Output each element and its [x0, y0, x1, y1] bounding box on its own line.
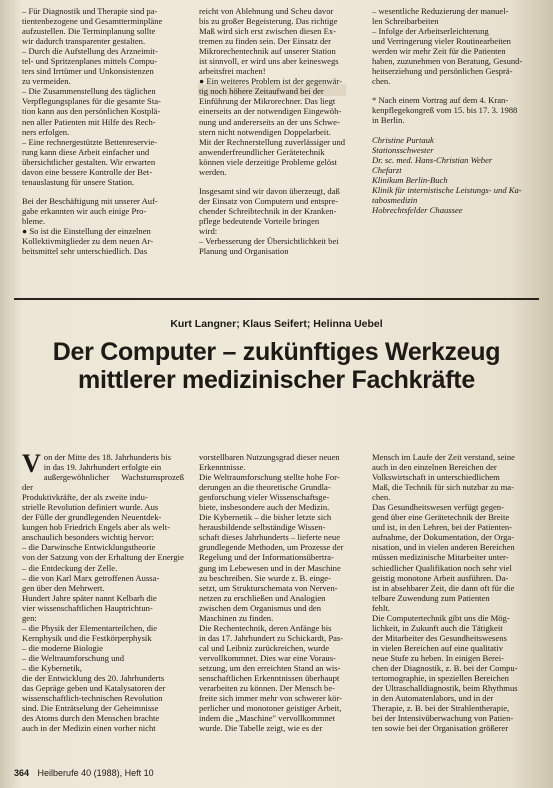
text-line: sind. Die Enträtselung der Geheimnisse [22, 703, 159, 714]
text-line: der Einsatz von Computern und entspre- [199, 195, 339, 206]
text-line: tertomographie, in speziellen Bereichen [372, 673, 509, 684]
text-line: setzung, um den erreichten Stand an wis- [199, 662, 341, 673]
article-authors: Kurt Langner; Klaus Seifert; Helinna Uebel [170, 318, 383, 330]
text-line: perlicher und monotoner geistiger Arbeit, [199, 703, 342, 714]
text-line: arbeitsfrei machen! [199, 66, 266, 77]
top-column-1 [22, 6, 184, 296]
text-line: und ist, in den Lehren, bei der Patienten- [372, 522, 513, 533]
text-line: anschaulich besonders wichtig hervor: [22, 532, 154, 543]
text-line [22, 187, 184, 196]
text-line: aufzustellen. Die Terminplanung sollte [22, 26, 156, 37]
text-line: verarbeiten zu können. Der Mensch be- [199, 683, 336, 694]
text-line: netzen zu erschließen und Analogien [199, 592, 326, 603]
text-line: vorstellbaren Nutzungsgrad dieser neuen [199, 452, 340, 462]
text-line: – Für Diagnostik und Therapie sind pa- [22, 6, 158, 16]
text-line: – die Darwinsche Entwicklungstheorie [22, 542, 156, 553]
text-line: Regelung und der Informationsübertra- [199, 552, 334, 563]
text-line: genforschung vieler Wissenschaftsge- [199, 492, 330, 503]
text-line: strielle Revolution definiert wurde. Aus [22, 502, 159, 513]
text-line: Maschinen zu finden. [199, 612, 274, 623]
text-line: indem die „Maschine" vervollkommnet [199, 713, 335, 724]
text-line: reicht von Ablehnung und Scheu davor [199, 6, 334, 16]
text-line: geistig monotone Arbeit ausführen. Da- [372, 572, 509, 583]
text-line: rung kann diese Arbeit einfacher und [22, 146, 150, 157]
text-line: schaft dieses Jahrhunderts – lieferte neue [199, 532, 341, 543]
text-line: tion kann aus den persönlichen Kostplä- [22, 106, 161, 117]
text-line: anwenderfreundlicher Gerätetechnik [199, 146, 325, 157]
text-line: wir dadurch transparenter gestalten. [22, 36, 146, 47]
text-line: – Die Zusammenstellung des täglichen [22, 86, 156, 97]
text-line: Die Kybernetik – die bisher letzte sich [199, 512, 332, 523]
footnote [372, 95, 540, 125]
text-line: senschaftlichen Erkenntnissen überhaupt [199, 673, 340, 684]
text-line: grundlegende Methoden, um Prozesse der [199, 542, 344, 553]
text-line: können viele derzeitige Probleme gelöst [199, 156, 337, 167]
text-line: cal und Leibniz zurückreichen, wurde [199, 642, 330, 653]
text-line: beitsmittel sehr unterschiedlich. Das [22, 246, 148, 257]
text-line: der Ultraschalldiagnostik, beim Rhythmus [372, 683, 518, 694]
author-line: Klinik für internistische Leistungs- und Ka- [372, 184, 522, 195]
text-line: werden. [199, 166, 227, 177]
text-line: davon eine bessere Kontrolle der Bet- [22, 166, 153, 177]
author-line: Klinikum Berlin-Buch [372, 174, 448, 185]
text-line: kungen hob Friedrich Engels aber als welt- [22, 522, 170, 533]
text-line: chen. [372, 76, 391, 87]
text-line: fehlt. [372, 602, 390, 613]
section-divider [14, 298, 539, 300]
text-line: gen: [22, 612, 37, 623]
text-line: vier wissenschaftlichen Hauptrichtun- [22, 602, 153, 613]
article-column-2 [199, 452, 361, 762]
text-line: die der Entwicklung des 20. Jahrhunderts [22, 673, 165, 684]
title-line-2: mittlerer medizinischer Fachkräfte [78, 366, 475, 394]
text-line: ist in absehbarer Zeit, die dann oft für die [372, 582, 515, 593]
text-line: neue Stufe zu heben. In einigen Berei- [372, 652, 504, 663]
text-line: ters sind Irrtümer und Unkonsistenzen [22, 66, 154, 77]
text-line: heitserziehung und persönlichen Gesprä- [372, 66, 513, 77]
text-line: tenauslastung für unsere Station. [22, 176, 135, 187]
text-line: – wesentliche Reduzierung der manuel- [372, 6, 509, 16]
text-line: – Infolge der Arbeitserleichterung [372, 26, 489, 37]
page-number: 364 [14, 768, 30, 778]
text-line: chender Schreibtechnik in der Kranken- [199, 205, 337, 216]
text-line: zwischen dem Organismus und den [199, 602, 322, 613]
text-line: von der Satzung von der Erhaltung der Energie [22, 552, 184, 563]
text-line: setzt, um Strukturschemata von Nerven- [199, 582, 338, 593]
text-line: Mensch im Laufe der Zeit verstand, seine [372, 452, 515, 462]
text-line: stern nicht notwendigen Doppelarbeit. [199, 126, 331, 137]
text-line: gabe erkannten wir auch einige Pro- [22, 205, 147, 216]
text-line: Mikrorechentechnik auf unserer Station [199, 46, 336, 57]
text-line: ten sowie bei der Organisation größerer [372, 723, 509, 734]
text-line: Produktivkräfte, der als zweite indu- [22, 492, 148, 503]
text-line: zu vermeiden. [22, 76, 71, 87]
text-line: Therapie, z. B. bei der Strahlentherapie, [372, 703, 510, 714]
text-line: zu beschreiben. Sie wurde z. B. einge- [199, 572, 331, 583]
author-credits [372, 135, 540, 215]
text-line: – die Entdeckung der Zelle. [22, 562, 118, 573]
text-line: das Gepräge geben und Katalysatoren der [22, 683, 166, 694]
text-line: aufnahme, der Dokumentation, der Orga- [372, 532, 515, 543]
text-line: tremen zu finden sein. Der Einsatz der [199, 36, 331, 47]
text-line: – Verbesserung der Übersichtlichkeit bei [199, 236, 339, 247]
text-line: in das 17. Jahrhundert zu Schickardt, Pas- [199, 632, 344, 643]
text-line: chen der Diagnostik, z. B. bei der Compu- [372, 662, 518, 673]
author-line: Christine Purtauk [372, 134, 434, 145]
text-line: – Eine rechnergestützte Bettenreservie- [22, 136, 158, 147]
text-line: tientenbezogene und Gesamtterminpläne [22, 16, 163, 27]
text-line [199, 177, 361, 186]
journal-reference: Heilberufe 40 (1988), Heft 10 [37, 768, 154, 778]
text-line: nung und andererseits an der uns Schwe- [199, 116, 340, 127]
text-line: auch in der Medizin einen vorher nicht [22, 723, 156, 734]
article-title [0, 338, 553, 394]
text-line: Hundert Jahre später nannt Kelbarh die [22, 592, 157, 603]
text-line: Die Rechentechnik, deren Anfänge bis [199, 622, 332, 633]
text-line: – die von Karl Marx getroffenen Aussa- [22, 572, 160, 583]
text-line: ners erfolgen. [22, 126, 70, 137]
text-line: telbare Zuwendung zum Patienten [372, 592, 490, 603]
text-line: außergewöhnlicher Wachstumsprozeß der [22, 472, 184, 493]
text-line: ● Ein weiteres Problem ist der gegenwär- [199, 76, 342, 87]
footnote-line: * Nach einem Vortrag auf dem 4. Kran- [372, 95, 509, 106]
text-line: chen. [372, 492, 391, 503]
text-line: bei der Intensivüberwachung von Patien- [372, 713, 514, 724]
author-line: Stationsschwester [372, 144, 434, 155]
article-column-3 [372, 452, 540, 762]
text-line: Maß wird sich erst zwischen diesen Ex- [199, 26, 336, 37]
text-line: herausbildende selbständige Wissen- [199, 522, 326, 533]
text-line: Die Computertechnik gibt uns die Mög- [372, 612, 510, 623]
text-line: in das 19. Jahrhundert erfolgte ein [43, 462, 162, 473]
text-line: auch in den einzelnen Bereichen der [372, 462, 497, 473]
text-line: gen über den Mehrwert. [22, 582, 105, 593]
text-line: – die Kybernetik, [22, 662, 82, 673]
article-column-1 [22, 452, 184, 762]
text-line: Erkenntnisse. [199, 462, 246, 473]
text-line: in vielen Bereichen auf eine qualitativ [372, 642, 504, 653]
text-line: übersichtlicher gestalten. Wir erwarten [22, 156, 156, 167]
text-line: – die moderne Biologie [22, 642, 103, 653]
text-line: haben, zuzunehmen von Beratung, Gesund- [372, 56, 523, 67]
text-line: Die Weltraumforschung stellte hohe For- [199, 472, 340, 483]
text-line: tel- und Spritzenplanes mittels Compu- [22, 56, 158, 67]
text-line: gung im Lebewesen und in der Maschine [199, 562, 341, 573]
text-line: Mit der Rechnerstellung zuverlässiger und [199, 136, 346, 147]
text-line: freite sich immer mehr von schwerer kör- [199, 693, 343, 704]
text-line: werden wir mehr Zeit für die Patienten [372, 46, 506, 57]
text-line: gend über eine Gerätetechnik der Breite [372, 512, 510, 523]
title-line-1: Der Computer – zukünftiges Werkzeug [52, 338, 501, 366]
text-line: und Verringerung vieler Routinearbeiten [372, 36, 511, 47]
text-line: Das Gesundheitswesen verfügt gegen- [372, 502, 504, 513]
text-line: Kollektivmitglieder zu dem neuen Ar- [22, 236, 154, 247]
text-line: der Fülle der grundlegenden Neuentdek- [22, 512, 162, 523]
page-footer [14, 768, 154, 778]
text-line: tig noch höhere Zeitaufwand bei der [199, 86, 324, 97]
text-line: nisation, und in vielen anderen Bereichen [372, 542, 515, 553]
text-line: schiedlicher Qualifikation noch sehr viel [372, 562, 512, 573]
author-line: tabosmedizin [372, 194, 418, 205]
top-column-3 [372, 6, 540, 296]
text-line: – die Physik der Elementarteilchen, die [22, 622, 158, 633]
text-line: nen aller Patienten mit Hilfe des Rech- [22, 116, 156, 127]
text-line: Volkswirtschaft in unterschiedlichem [372, 472, 500, 483]
text-line: bis zu großer Begeisterung. Das richtige [199, 16, 338, 27]
text-line: Insgesamt sind wir davon überzeugt, daß [199, 185, 340, 196]
text-line: on der Mitte des 18. Jahrhunderts bis [43, 452, 171, 462]
text-line: Bei der Beschäftigung mit unserer Auf- [22, 195, 158, 206]
text-line: bleme. [22, 215, 46, 226]
text-line: in den Automatenlabors, und in der [372, 693, 494, 704]
author-line: Chefarzt [372, 164, 402, 175]
text-line: ist sinnvoll, er wird uns aber keineswegs [199, 56, 339, 67]
text-line: Maß, die Technik für sich nutzbar zu ma- [372, 482, 514, 493]
text-line: lichkeit, in Zukunft auch die Tätigkeit [372, 622, 503, 633]
footnote-line: in Berlin. [372, 115, 405, 126]
text-line: einerseits an der notwendigen Eingewöh- [199, 106, 342, 117]
text-line: Kernphysik und die Festkörperphysik [22, 632, 152, 643]
text-line: derungen an die theoretische Grundla- [199, 482, 331, 493]
author-line: Dr. sc. med. Hans-Christian Weber [372, 154, 493, 165]
text-line: wissenschaftlich-technischen Revolution [22, 693, 163, 704]
text-line: wird: [199, 225, 218, 236]
text-line: müssen medizinische Mitarbeiter unter- [372, 552, 509, 563]
text-line: des Atoms durch den Menschen brachte [22, 713, 160, 724]
text-line: ● So ist die Einstellung der einzelnen [22, 225, 151, 236]
text-line: – die Weltraumforschung und [22, 652, 125, 663]
text-line: biete, insbesondere auch der Medizin. [199, 502, 330, 513]
text-line: Einführung der Mikrorechner. Das liegt [199, 96, 336, 107]
text-line: Planung und Organisation [199, 246, 289, 257]
text-line: len Schreibarbeiten [372, 16, 439, 27]
top-column-2 [199, 6, 361, 296]
text-line: Verpflegungsplanes für die gesamte Sta- [22, 96, 161, 107]
footnote-line: kenpflegekongreß vom 15. bis 17. 3. 1988 [372, 105, 518, 116]
text-line: der Mitarbeiter des Gesundheitswesens [372, 632, 507, 643]
drop-cap: V [22, 452, 41, 478]
text-line: pflege bedeutende Vorteile bringen [199, 215, 320, 226]
text-line: vervollkommnet. Dies war eine Voraus- [199, 652, 336, 663]
text-line: – Durch die Aufstellung des Arzneimit- [22, 46, 158, 57]
author-line: Hobrechtsfelder Chaussee [372, 204, 463, 215]
text-line: wurde. Die Tabelle zeigt, wie es der [199, 723, 323, 734]
